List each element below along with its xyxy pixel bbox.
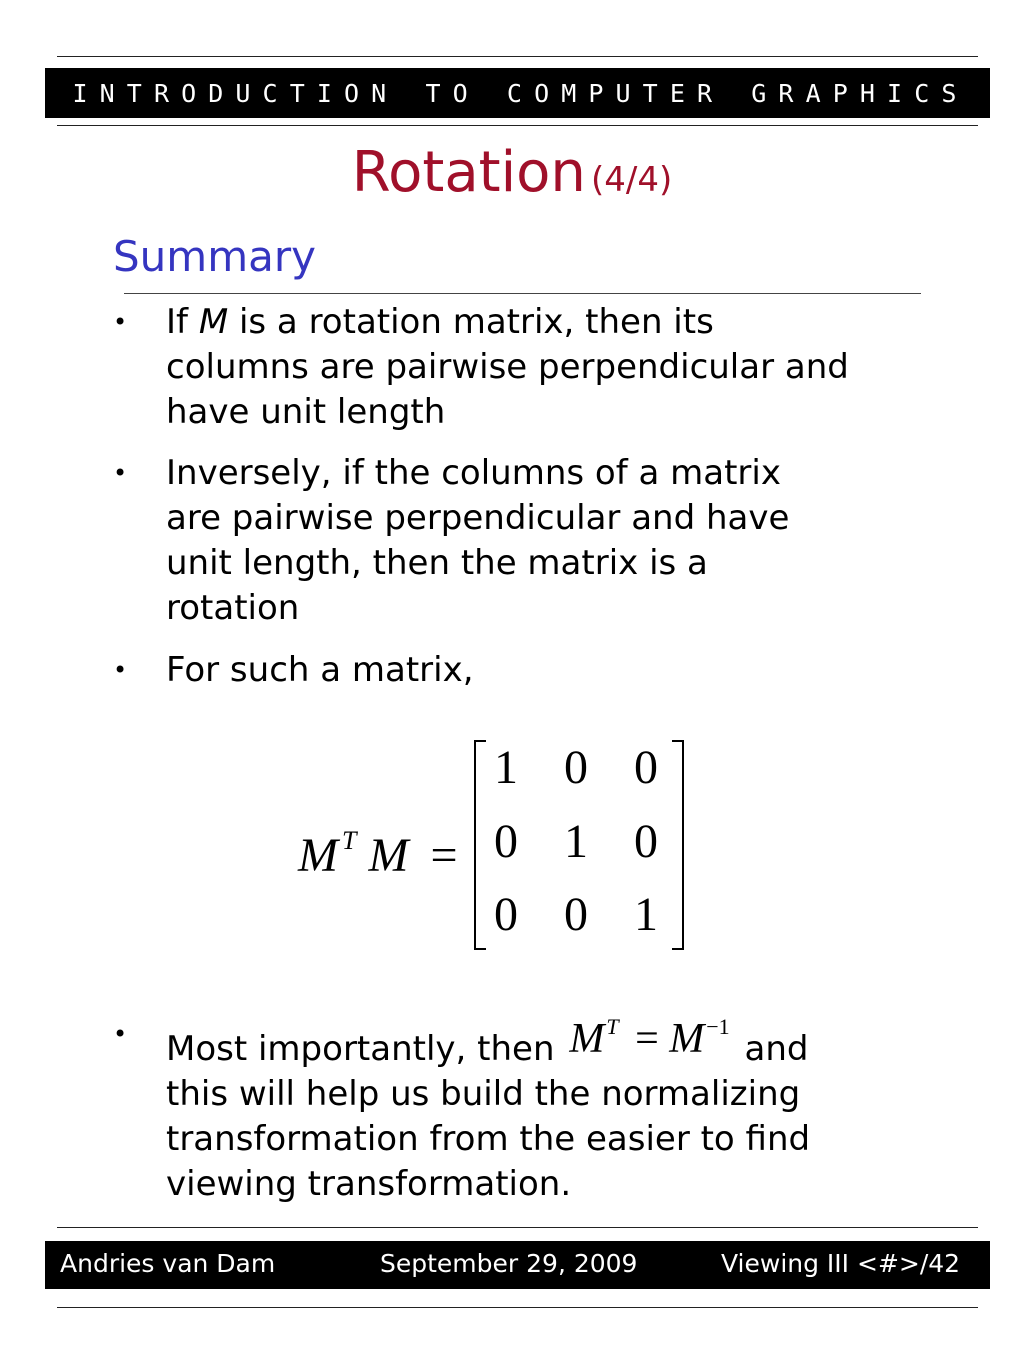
course-title: INTRODUCTION TO COMPUTER GRAPHICS [72, 78, 969, 108]
matrix-cell: 1 [634, 888, 658, 941]
footer-top-rule [57, 1227, 978, 1228]
equation-lhs: M $^T$ M = [298, 826, 458, 882]
footer-bar [45, 1241, 990, 1289]
section-subtitle: Summary [113, 232, 316, 281]
bullet-dot: • [113, 656, 128, 684]
matrix-cell: 1 [564, 815, 588, 868]
bullet-text: For such a matrix, [166, 650, 474, 690]
slide-title-part: (4/4) [591, 160, 673, 200]
bullet-dot: • [113, 1020, 128, 1048]
matrix [474, 740, 684, 950]
subtitle-rule [124, 293, 921, 294]
matrix-cell: 0 [494, 815, 518, 868]
right-bracket [672, 740, 684, 950]
matrix-variable: M [198, 302, 229, 342]
bullet-dot: • [113, 308, 128, 336]
slide-title-main: Rotation [351, 140, 586, 205]
header-top-rule [57, 56, 978, 57]
matrix-cell: 0 [564, 741, 588, 794]
footer-date: September 29, 2009 [380, 1249, 638, 1278]
header-bottom-rule [57, 125, 978, 126]
matrix-cell: 0 [494, 888, 518, 941]
matrix-cell: 0 [634, 815, 658, 868]
bullet-text: Most importantly, then $M^T = M^{-1}$ and this will help us build the normalizing transformation from the easier to find viewing transformation. [166, 1012, 810, 1207]
left-bracket [474, 740, 486, 950]
bullet-dot: • [113, 459, 128, 487]
bullet-text: Inversely, if the columns of a matrix are pairwise perpendicular and have unit length, then the matrix is a rotation [166, 453, 790, 628]
equation-mtm-identity [298, 740, 698, 950]
matrix-cell: 1 [494, 741, 518, 794]
matrix-cell: 0 [564, 888, 588, 941]
matrix-cell: 0 [634, 741, 658, 794]
footer-author: Andries van Dam [60, 1249, 276, 1278]
header-bar [45, 68, 990, 118]
bullet-text: If M is a rotation matrix, then its columns are pairwise perpendicular and have unit length [166, 302, 849, 432]
footer-slide-ref: Viewing III <#>/42 [721, 1249, 961, 1278]
slide-title [0, 140, 1024, 205]
footer-bottom-rule [57, 1307, 978, 1308]
equation-transpose-inverse: $M^T = M^{-1}$ [569, 1014, 730, 1062]
